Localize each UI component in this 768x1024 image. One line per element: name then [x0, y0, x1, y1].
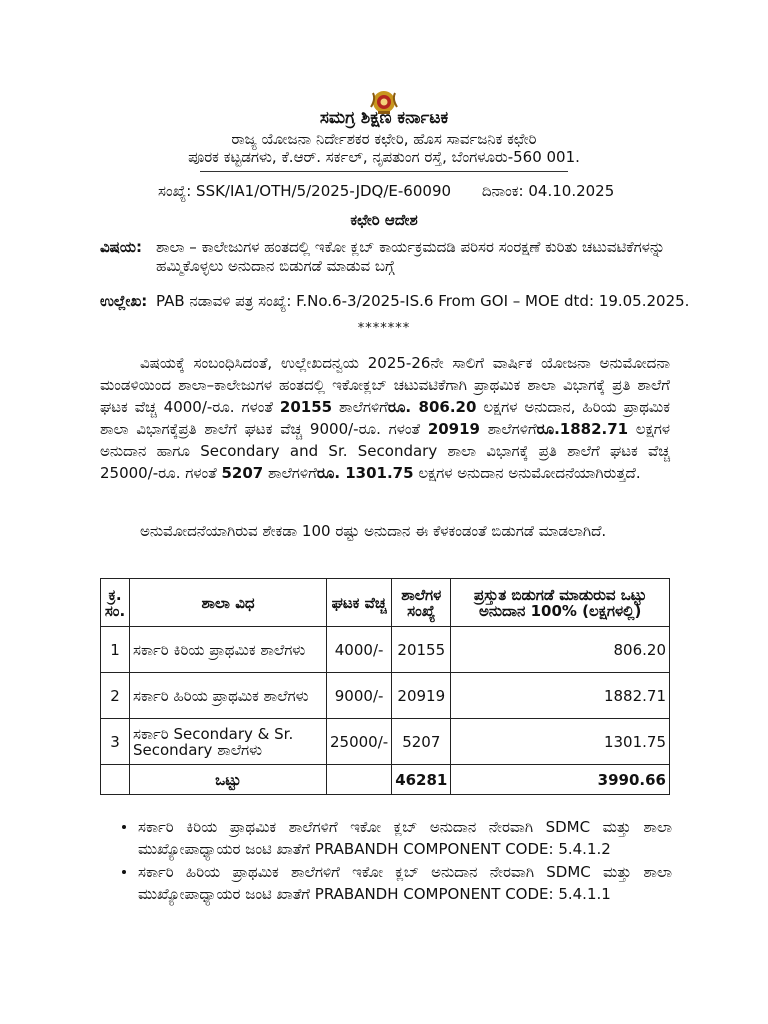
para-text: ಲಕ್ಷಗಳ ಅನುದಾನ ಅನುಮೋದನೆಯಾಗಿರುತ್ತದೆ.	[413, 464, 641, 482]
table-total-row	[101, 765, 670, 795]
table-row	[101, 719, 670, 765]
list-item	[116, 861, 672, 905]
table-row	[101, 627, 670, 673]
header-divider	[200, 171, 568, 172]
total-count: 46281	[392, 765, 451, 795]
reference-line	[158, 182, 614, 200]
para-text: ಶಾಲೆಗಳಿಗೆ	[480, 420, 537, 438]
reference-number: SSK/IA1/OTH/5/2025-JDQ/E-60090	[196, 182, 452, 200]
reference-text: PAB ನಡಾವಳಿ ಪತ್ರ ಸಂಖ್ಯೆ: F.No.6-3/2025-IS.6 From GOI – MOE dtd: 19.05.2025.	[156, 292, 690, 310]
grant-table	[100, 578, 670, 795]
para-bold-amount: ರೂ. 1301.75	[316, 464, 414, 482]
header-sl: ಕ್ರ. ಸಂ.	[101, 579, 130, 627]
subject-text: ಶಾಲಾ – ಕಾಲೇಜುಗಳ ಹಂತದಲ್ಲಿ ಇಕೋ ಕ್ಲಬ್ ಕಾರ್ಯಕ್ರಮದಡಿ ಪರಿಸರ ಸಂರಕ್ಷಣೆ ಕುರಿತು ಚಟುವಟಿಕೆಗಳನ್ನು ಹಮ್ಮಿಕೊಳ್ಳಲು ಅನುದಾನ ಬಿಡುಗಡೆ ಮಾಡುವ ಬಗ್ಗೆ	[156, 238, 665, 275]
header-unit-cost: ಘಟಕ ವೆಚ್ಚ	[327, 579, 392, 627]
para-bold-count: 20919	[427, 420, 480, 438]
list-item	[116, 816, 672, 860]
paragraph-approval	[100, 352, 670, 484]
table-header-row	[101, 579, 670, 627]
header-title: ಸಮಗ್ರ ಶಿಕ್ಷಣ ಕರ್ನಾಟಕ	[319, 108, 449, 128]
table-row	[101, 673, 670, 719]
para-bold-count: 20155	[279, 398, 333, 416]
cell-amount: 1301.75	[451, 719, 670, 765]
bullet-dot-icon	[122, 870, 126, 874]
para-text: ಲಕ್ಷಗಳ ಅನುದಾನ ಹಾಗೂ Secondary and Sr. Secondary ಶಾಲಾ ವಿಭಾಗಕ್ಕೆ ಪ್ರತಿ ಶಾಲೆಗೆ ಘಟಕ ವೆಚ್ಚ 25000/-ರೂ. ಗಳಂತೆ	[100, 420, 670, 482]
para-text: ವಿಷಯಕ್ಕೆ ಸಂಬಂಧಿಸಿದಂತೆ, ಉಲ್ಲೇಖದನ್ವಯ 2025-26ನೇ ಸಾಲಿಗೆ ವಾರ್ಷಿಕ ಯೋಜನಾ ಅನುಮೋದನಾ ಮಂಡಳಿಯಿಂದ ಶಾಲಾ–ಕಾಲೇಜುಗಳ ಹಂತದಲ್ಲಿ ಇಕೋಕ್ಲಬ್ ಚಟುವಟಿಕೆಗಾಗಿ ಪ್ರಾಥಮಿಕ ಶಾಲಾ ವಿಭಾಗಕ್ಕೆ ಪ್ರತಿ ಶಾಲೆಗೆ ಘಟಕ ವೆಚ್ಚ 4000/-ರೂ. ಗಳಂತೆ	[100, 354, 670, 416]
cell-school-type: ಸರ್ಕಾರಿ ಹಿರಿಯ ಪ್ರಾಥಮಿಕ ಶಾಲೆಗಳು	[130, 673, 327, 719]
order-title: ಕಛೇರಿ ಆದೇಶ	[350, 211, 418, 229]
subject-label: ವಿಷಯ:	[100, 238, 142, 256]
cell-empty	[101, 765, 130, 795]
separator-stars: *******	[357, 321, 411, 336]
cell-school-count: 20919	[392, 673, 451, 719]
bullet-list	[116, 816, 672, 906]
para-text: ಶಾಲೆಗಳಿಗೆ	[263, 464, 317, 482]
cell-amount: 1882.71	[451, 673, 670, 719]
para-text: ಲಕ್ಷಗಳ ಅನುದಾನ, ಹಿರಿಯ ಪ್ರಾಥಮಿಕ ಶಾಲಾ ವಿಭಾಗಕ್ಕೆಪ್ರತಿ ಶಾಲೆಗೆ ಘಟಕ ವೆಚ್ಚ 9000/-ರೂ. ಗಳಂತೆ	[100, 398, 671, 438]
header-school-type: ಶಾಲಾ ವಿಧ	[130, 579, 327, 627]
bullet-dot-icon	[122, 825, 126, 829]
para-bold-amount: ರೂ.1882.71	[536, 420, 629, 438]
cell-sl: 1	[101, 627, 130, 673]
reference-number-label: ಸಂಖ್ಯೆ:	[158, 182, 192, 200]
header-address-line: ಪೂರಕ ಕಟ್ಟಡಗಳು, ಕೆ.ಆರ್. ಸರ್ಕಲ್, ನೃಪತುಂಗ ರಸ್ತೆ, ಬೆಂಗಳೂರು-560 001.	[188, 148, 580, 166]
para-text: ಅನುಮೋದನೆಯಾಗಿರುವ ಶೇಕಡಾ 100 ರಷ್ಟು ಅನುದಾನ ಈ ಕೆಳಕಂಡಂತೆ ಬಿಡುಗಡೆ ಮಾಡಲಾಗಿದೆ.	[140, 522, 607, 540]
paragraph-release	[100, 520, 670, 542]
cell-school-type: ಸರ್ಕಾರಿ ಕಿರಿಯ ಪ್ರಾಥಮಿಕ ಶಾಲೆಗಳು	[130, 627, 327, 673]
bullet-text: ಸರ್ಕಾರಿ ಹಿರಿಯ ಪ್ರಾಥಮಿಕ ಶಾಲೆಗಳಿಗೆ ಇಕೋ ಕ್ಲಬ್ ಅನುದಾನ ನೇರವಾಗಿ SDMC ಮತ್ತು ಶಾಲಾ ಮುಖ್ಯೋಪಾಧ್ಯಾಯರ ಜಂಟಿ ಖಾತೆಗೆ PRABANDH COMPONENT CODE: 5.4.1.1	[138, 863, 672, 903]
cell-sl: 2	[101, 673, 130, 719]
header-amount: ಪ್ರಸ್ತುತ ಬಿಡುಗಡೆ ಮಾಡುರುವ ಒಟ್ಟು ಅನುದಾನ 100% (ಲಕ್ಷಗಳಲ್ಲಿ)	[451, 579, 670, 627]
bullet-text: ಸರ್ಕಾರಿ ಕಿರಿಯ ಪ್ರಾಥಮಿಕ ಶಾಲೆಗಳಿಗೆ ಇಕೋ ಕ್ಲಬ್ ಅನುದಾನ ನೇರವಾಗಿ SDMC ಮತ್ತು ಶಾಲಾ ಮುಖ್ಯೋಪಾಧ್ಯಾಯರ ಜಂಟಿ ಖಾತೆಗೆ PRABANDH COMPONENT CODE: 5.4.1.2	[138, 818, 672, 858]
date-label: ದಿನಾಂಕ:	[481, 182, 524, 200]
reference-label: ಉಲ್ಲೇಖ:	[100, 292, 148, 310]
cell-empty	[327, 765, 392, 795]
cell-unit-cost: 9000/-	[327, 673, 392, 719]
cell-unit-cost: 4000/-	[327, 627, 392, 673]
cell-school-count: 20155	[392, 627, 451, 673]
cell-school-type: ಸರ್ಕಾರಿ Secondary & Sr. Secondary ಶಾಲೆಗಳು	[130, 719, 327, 765]
cell-sl: 3	[101, 719, 130, 765]
para-bold-amount: ರೂ. 806.20	[387, 398, 477, 416]
header-office-line: ರಾಜ್ಯ ಯೋಜನಾ ನಿರ್ದೇಶಕರ ಕಛೇರಿ, ಹೊಸ ಸಾರ್ವಜನಿಕ ಕಛೇರಿ	[231, 130, 537, 148]
total-label: ಒಟ್ಟು	[130, 765, 327, 795]
cell-amount: 806.20	[451, 627, 670, 673]
total-amount: 3990.66	[451, 765, 670, 795]
cell-school-count: 5207	[392, 719, 451, 765]
cell-unit-cost: 25000/-	[327, 719, 392, 765]
date-value: 04.10.2025	[528, 182, 615, 200]
para-text: ಶಾಲೆಗಳಿಗೆ	[332, 398, 388, 416]
para-bold-count: 5207	[221, 464, 264, 482]
header-school-count: ಶಾಲೆಗಳ ಸಂಖ್ಯೆ	[392, 579, 451, 627]
